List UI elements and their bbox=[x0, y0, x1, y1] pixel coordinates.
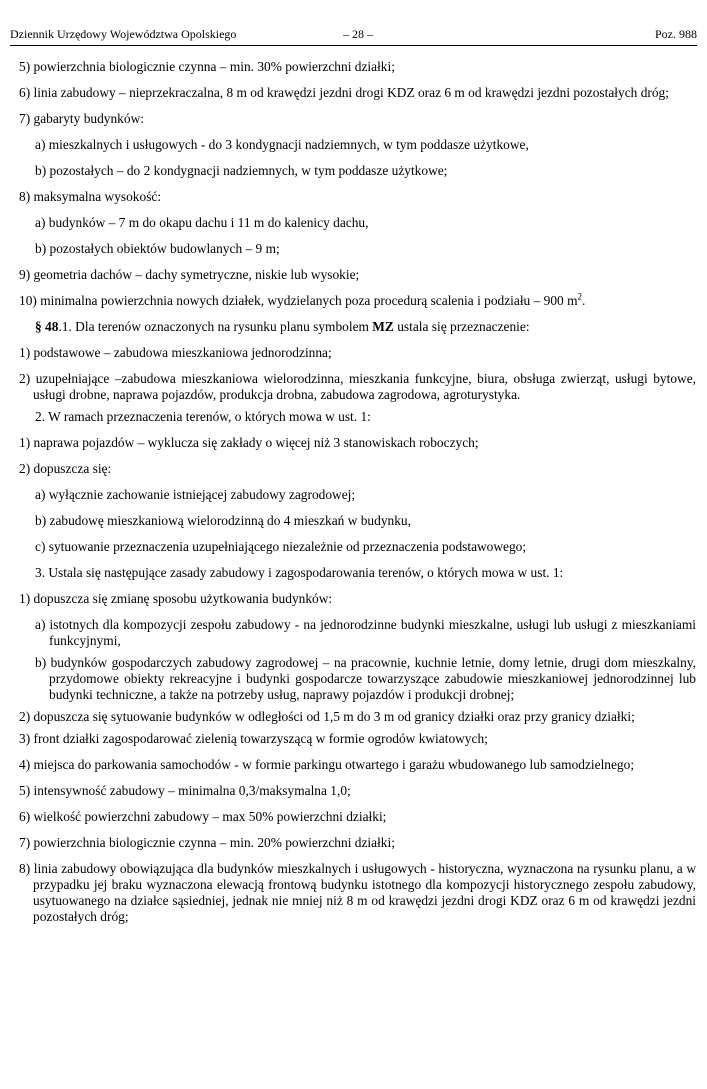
list-item-end: . bbox=[581, 293, 586, 308]
page-number: – 28 – bbox=[343, 27, 373, 41]
list-item: 2) dopuszcza się sytuowanie budynków w odległości od 1,5 m do 3 m od granicy działki oraz przy granicy działki; bbox=[19, 709, 635, 724]
sub-list-item: a) budynków – 7 m do okapu dachu i 11 m do kalenicy dachu, bbox=[35, 215, 369, 230]
sub-list-item: b) pozostałych – do 2 kondygnacji nadziemnych, w tym poddasze użytkowe; bbox=[35, 163, 448, 178]
journal-title: Dziennik Urzędowy Województwa Opolskiego bbox=[10, 27, 237, 41]
section-intro-end: ustala się przeznaczenie: bbox=[393, 319, 530, 334]
sub-list-item: a) mieszkalnych i usługowych - do 3 kondygnacji nadziemnych, w tym poddasze użytkowe, bbox=[35, 137, 529, 152]
document-body bbox=[19, 59, 696, 935]
list-item: 1) naprawa pojazdów – wyklucza się zakłady o więcej niż 3 stanowiskach roboczych; bbox=[19, 435, 479, 450]
list-item: 6) wielkość powierzchni zabudowy – max 50% powierzchni działki; bbox=[19, 809, 387, 824]
sub-list-item: b) pozostałych obiektów budowlanych – 9 m; bbox=[35, 241, 280, 256]
list-item: 5) intensywność zabudowy – minimalna 0,3/maksymalna 1,0; bbox=[19, 783, 351, 798]
list-item: 6) linia zabudowy – nieprzekraczalna, 8 m od krawędzi jezdni drogi KDZ oraz 6 m od krawędzi jezdni pozostałych dróg; bbox=[19, 85, 669, 100]
section-intro: .1. Dla terenów oznaczonych na rysunku planu symbolem bbox=[58, 319, 373, 334]
superscript: 2 bbox=[577, 291, 582, 302]
page-header bbox=[10, 27, 697, 46]
list-item: 1) podstawowe – zabudowa mieszkaniowa jednorodzinna; bbox=[19, 345, 332, 360]
list-item: 9) geometria dachów – dachy symetryczne, niskie lub wysokie; bbox=[19, 267, 360, 282]
list-item: 2) uzupełniające –zabudowa mieszkaniowa wielorodzinna, mieszkania funkcyjne, biura, obsługa zwierząt, usługi bytowe, usługi drobne, naprawa pojazdów, produkcja drobna, zabudowa zagrodowa, agroturystyka. bbox=[19, 371, 696, 402]
subsection-paragraph: 3. Ustala się następujące zasady zabudowy i zagospodarowania terenów, o których mowa w ust. 1: bbox=[35, 565, 564, 580]
land-use-symbol: MZ bbox=[372, 319, 394, 334]
list-item bbox=[19, 293, 696, 309]
sub-list-item: b) zabudowę mieszkaniową wielorodzinną do 4 mieszkań w budynku, bbox=[35, 513, 411, 528]
position-number: Poz. 988 bbox=[655, 27, 697, 41]
list-item: 3) front działki zagospodarować zielenią towarzyszącą w formie ogrodów kwiatowych; bbox=[19, 731, 488, 746]
section-paragraph bbox=[19, 319, 696, 335]
list-item: 8) maksymalna wysokość: bbox=[19, 189, 162, 204]
list-item: 5) powierzchnia biologicznie czynna – min. 30% powierzchni działki; bbox=[19, 59, 395, 74]
list-item: 4) miejsca do parkowania samochodów - w formie parkingu otwartego i garażu wbudowanego lub samodzielnego; bbox=[19, 757, 635, 772]
list-item: 2) dopuszcza się: bbox=[19, 461, 112, 476]
list-item: 7) gabaryty budynków: bbox=[19, 111, 144, 126]
list-item: 8) linia zabudowy obowiązująca dla budynków mieszkalnych i usługowych - historyczna, wyznaczona na rysunku planu, a w przypadku jej braku wyznaczona elewacją frontową budynku istotnego dla kompozycji historycznego zespołu zabudowy, usytuowanego na działce sąsiedniej, jednak nie mniej niż 8 m od krawędzi jezdni drogi KDZ oraz 6 m od krawędzi jezdni pozostałych dróg; bbox=[19, 861, 696, 924]
list-item-text: 10) minimalna powierzchnia nowych działek, wydzielanych poza procedurą scalenia i podziału – 900 m bbox=[19, 293, 578, 308]
list-item: 1) dopuszcza się zmianę sposobu użytkowania budynków: bbox=[19, 591, 333, 606]
sub-list-item: a) wyłącznie zachowanie istniejącej zabudowy zagrodowej; bbox=[35, 487, 356, 502]
list-item: 7) powierzchnia biologicznie czynna – min. 20% powierzchni działki; bbox=[19, 835, 395, 850]
sub-list-item: b) budynków gospodarczych zabudowy zagrodowej – na pracownie, kuchnie letnie, domy letnie, drugi dom mieszkalny, przydomowe obiekty rekreacyjne i budynki gospodarcze towarzyszące zabudowie mieszkaniowej jednorodzinnej lub budynki techniczne, a także na potrzeby usług, naprawy pojazdów i produkcji drobnej; bbox=[35, 655, 696, 702]
sub-list-item: c) sytuowanie przeznaczenia uzupełniającego niezależnie od przeznaczenia podstawowego; bbox=[35, 539, 527, 554]
subsection-paragraph: 2. W ramach przeznaczenia terenów, o których mowa w ust. 1: bbox=[35, 409, 371, 424]
section-label: § 48 bbox=[35, 319, 59, 334]
sub-list-item: a) istotnych dla kompozycji zespołu zabudowy - na jednorodzinne budynki mieszkalne, usługi lub usługi z mieszkaniami funkcyjnymi, bbox=[35, 617, 696, 648]
